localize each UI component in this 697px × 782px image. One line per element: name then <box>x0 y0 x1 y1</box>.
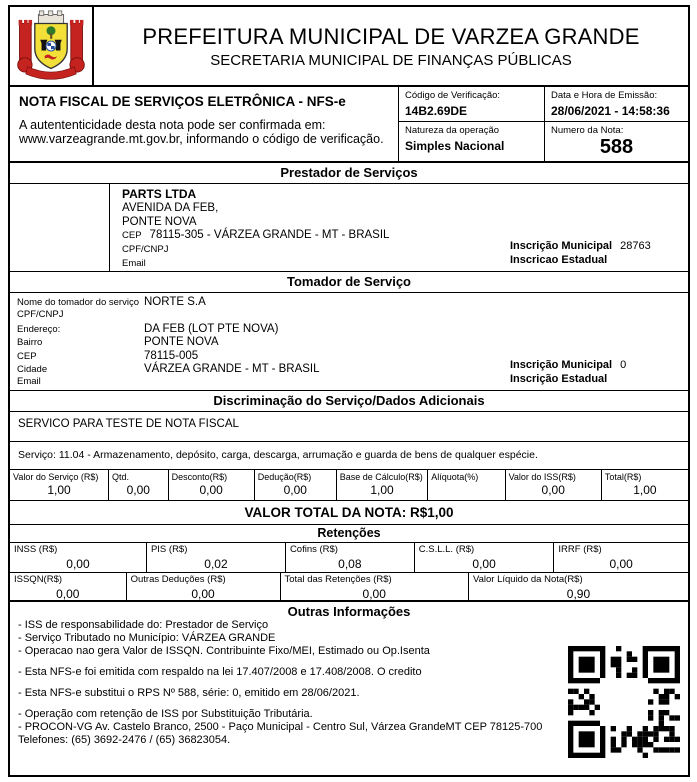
invoice-number-box <box>544 121 688 162</box>
emission-datetime-label: Data e Hora de Emissão: <box>551 90 658 101</box>
operation-nature-box <box>398 121 544 162</box>
invoice-info-left <box>10 87 398 161</box>
invoice-number-value: 588 <box>599 136 634 158</box>
retencoes-row-2 <box>10 573 688 602</box>
info-line-retencao-iss: - Operação com retenção de ISS por Substituição Tributária. <box>18 708 313 720</box>
department-subtitle: SECRETARIA MUNICIPAL DE FINANÇAS PÚBLICAS <box>210 51 572 69</box>
invoice-number-label: Numero da Nota: <box>551 125 624 136</box>
prestador-cep-value: 78115-305 - VÁRZEA GRANDE - MT - BRASIL <box>149 229 390 242</box>
ret-inss: INSS (R$) 0,00 <box>10 543 147 572</box>
invoice-info-grid <box>398 87 688 161</box>
prestador-address-line1: AVENIDA DA FEB, <box>122 201 219 214</box>
service-code-line: Serviço: 11.04 - Armazenamento, depósito, carga, descarga, arrumação e guarda de bens de qualquer espécie. <box>10 442 688 470</box>
operation-nature-label: Natureza da operação <box>405 125 500 136</box>
outras-informacoes-section <box>10 602 688 768</box>
qr-code-icon <box>568 646 680 758</box>
invoice-info-row <box>10 87 688 163</box>
emission-datetime-value: 28/06/2021 - 14:58:36 <box>551 104 670 118</box>
ret-total-retencoes: Total das Retenções (R$) 0,00 <box>281 573 469 600</box>
tomador-row-cidade: Cidade VÁRZEA GRANDE - MT - BRASIL <box>17 362 320 375</box>
discriminacao-section-title: Discriminação do Serviço/Dados Adicionais <box>10 391 688 412</box>
retencoes-section-title: Retenções <box>10 525 688 543</box>
prestador-cpf-cnpj-label: CPF/CNPJ <box>122 244 169 256</box>
tomador-inscricoes <box>510 358 626 386</box>
prestador-name: PARTS LTDA <box>122 187 197 201</box>
verification-code-value: 14B2.69DE <box>405 104 468 118</box>
tomador-row-bairro: Bairro PONTE NOVA <box>17 336 219 349</box>
info-line-procon-endereco: - PROCON-VG Av. Castelo Branco, 2500 - Paço Municipal - Centro Sul, Várzea GrandeMT CEP 78125-700 <box>18 721 543 733</box>
header <box>10 7 688 87</box>
prestador-inscricao-municipal: Inscrição Municipal 28763 <box>510 240 651 252</box>
outras-informacoes-title: Outras Informações <box>287 604 411 619</box>
authenticity-line-1: A autententicidade desta nota pode ser confirmada em: <box>19 118 326 132</box>
total-value-banner: VALOR TOTAL DA NOTA: R$1,00 <box>10 501 688 525</box>
prestador-logo-placeholder <box>10 184 110 271</box>
ret-valor-liquido: Valor Líquido da Nota(R$) 0,90 <box>472 574 591 601</box>
service-values-table <box>10 470 688 501</box>
header-titles <box>94 7 688 85</box>
tomador-row-email: Email <box>17 376 41 388</box>
col-base-calculo: Base de Cálculo(R$) 1,00 <box>337 470 429 500</box>
nfse-document <box>8 5 690 777</box>
prestador-address-line2: PONTE NOVA <box>122 215 197 228</box>
col-desconto: Desconto(R$) 0,00 <box>169 470 255 500</box>
ret-issqn: ISSQN(R$) 0,00 <box>10 573 127 600</box>
verification-code-box <box>398 87 544 121</box>
col-aliquota: Alíquota(%) <box>428 470 505 500</box>
info-line-iss-responsabilidade: - ISS de responsabilidade do: Prestador de Serviço <box>18 619 269 631</box>
prestador-inscricoes <box>510 239 651 267</box>
prestador-section-title: Prestador de Serviços <box>10 163 688 184</box>
col-total: Total(R$) 1,00 <box>604 472 657 497</box>
info-line-respaldo-lei: - Esta NFS-e foi emitida com respaldo na lei 17.407/2008 e 17.408/2008. O credito <box>18 666 422 678</box>
tomador-inscricao-municipal: Inscrição Municipal 0 <box>510 359 627 371</box>
prestador-section <box>10 184 688 272</box>
col-qtd: Qtd. 0,00 <box>109 470 169 500</box>
col-deducao: Dedução(R$) 0,00 <box>255 470 337 500</box>
verification-url: www.varzeagrande.mt.gov.br, informando o código de verificação. <box>19 132 384 146</box>
ret-csll: C.S.L.L. (R$) 0,00 <box>415 543 555 572</box>
tomador-row-cpf: CPF/CNPJ <box>17 309 64 321</box>
document-title: NOTA FISCAL DE SERVIÇOS ELETRÔNICA - NFS-e <box>19 94 346 109</box>
ret-pis: PIS (R$) 0,02 <box>147 543 286 572</box>
info-line-operacao-issqn: - Operacao nao gera Valor de ISSQN. Contribuinte Fixo/MEI, Estimado ou Op.Isenta <box>18 645 430 657</box>
municipality-logo-cell <box>10 7 94 85</box>
coat-of-arms-icon <box>15 9 87 83</box>
emission-datetime-box <box>544 87 688 121</box>
ret-cofins: Cofins (R$) 0,08 <box>286 543 415 572</box>
tomador-row-endereco: Endereço: DA FEB (LOT PTE NOVA) <box>17 322 279 335</box>
service-description: SERVICO PARA TESTE DE NOTA FISCAL <box>10 412 688 442</box>
tomador-section-title: Tomador de Serviço <box>10 272 688 293</box>
col-valor-iss: Valor do ISS(R$) 0,00 <box>506 470 602 500</box>
tomador-section <box>10 293 688 391</box>
retencoes-row-1 <box>10 543 688 573</box>
ret-outras-deducoes: Outras Deduções (R$) 0,00 <box>127 573 281 600</box>
tomador-row-cep: CEP 78115-005 <box>17 349 199 362</box>
operation-nature-value: Simples Nacional <box>405 139 505 153</box>
info-line-substitui-rps: - Esta NFS-e substitui o RPS Nº 588, série: 0, emitido em 28/06/2021. <box>18 687 360 699</box>
tomador-row-nome: Nome do tomador do serviço NORTE S.A <box>17 296 206 308</box>
prestador-email-label: Email <box>122 257 146 269</box>
col-valor-servico: Valor do Serviço (R$) 1,00 <box>10 470 109 500</box>
ret-irrf: IRRF (R$) 0,00 <box>558 544 633 571</box>
municipality-title: PREFEITURA MUNICIPAL DE VARZEA GRANDE <box>142 23 640 49</box>
tomador-inscricao-estadual: Inscrição Estadual <box>510 373 608 385</box>
qr-code <box>565 642 683 762</box>
info-line-telefones: Telefones: (65) 3692-2476 / (65) 36823054. <box>18 734 231 746</box>
info-line-servico-tributado: - Serviço Tributado no Município: VÁRZEA GRANDE <box>18 632 276 644</box>
prestador-inscricao-estadual: Inscricao Estadual <box>510 254 608 266</box>
prestador-cep-label: CEP <box>122 230 142 242</box>
verification-code-label: Código de Verificação: <box>405 90 501 101</box>
